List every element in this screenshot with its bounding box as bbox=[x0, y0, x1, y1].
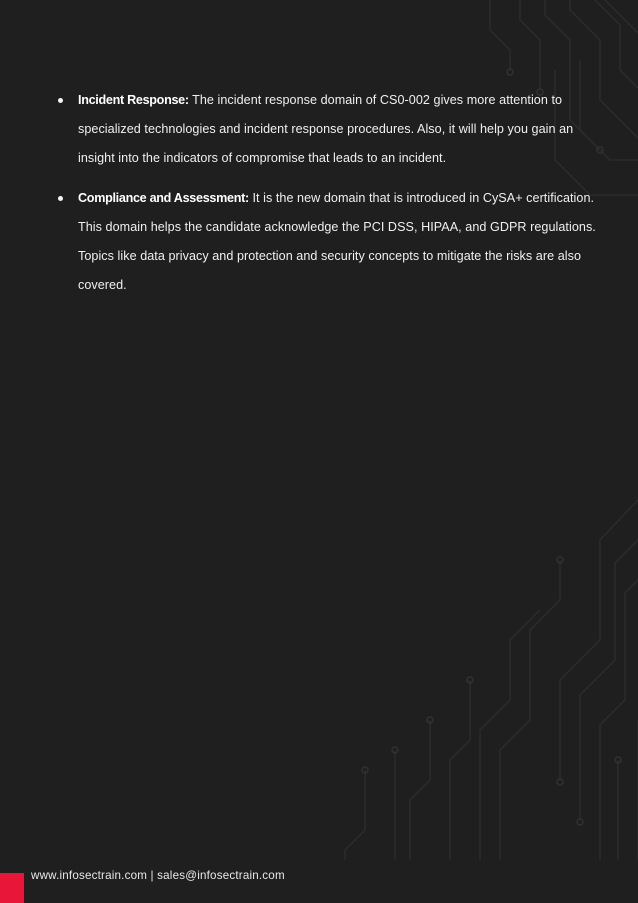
list-item-incident-response bbox=[56, 86, 596, 174]
bullet-term: Incident Response: bbox=[78, 93, 189, 107]
list-item-compliance-assessment bbox=[56, 184, 596, 301]
bullet-dot-icon bbox=[58, 196, 63, 201]
footer-accent-bar bbox=[0, 873, 24, 903]
bullet-text: The incident response domain of CS0-002 gives more attention to specialized technologies and incident response procedures. Also, it will help you gain an insight into the indicators of compromise that leads to an incident. bbox=[78, 93, 574, 166]
bullet-list bbox=[56, 86, 596, 310]
bullet-text: It is the new domain that is introduced in CySA+ certification. This domain helps the candidate acknowledge the PCI DSS, HIPAA, and GDPR regulations. Topics like data privacy and protection and security concepts to mitigate the risks are also covered. bbox=[78, 190, 596, 293]
bullet-dot-icon bbox=[58, 98, 63, 103]
bullet-term: Compliance and Assessment: bbox=[78, 190, 249, 205]
footer-contact: www.infosectrain.com | sales@infosectrain.com bbox=[31, 869, 285, 882]
